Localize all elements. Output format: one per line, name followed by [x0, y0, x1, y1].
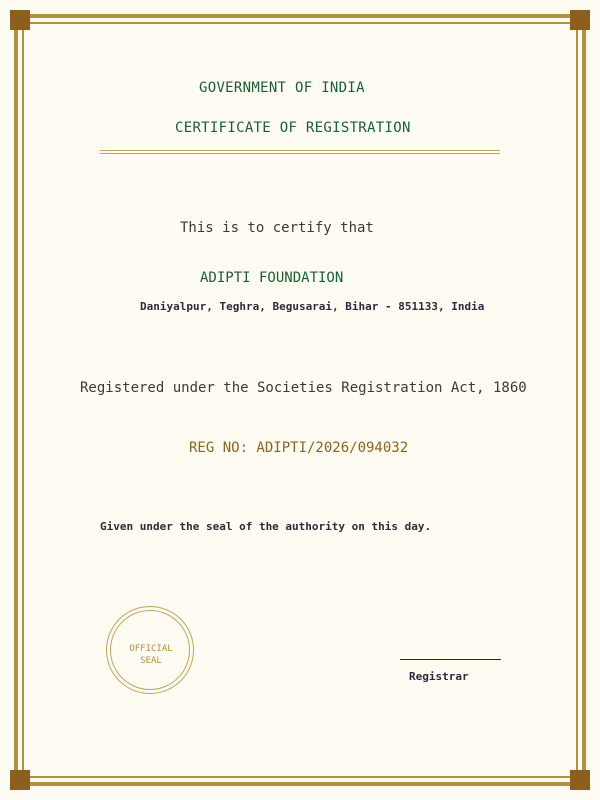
issuing-authority: GOVERNMENT OF INDIA [199, 80, 365, 96]
signature-line [400, 659, 501, 660]
corner-ornament-bottom-right [570, 770, 590, 790]
signatory-title: Registrar [409, 670, 469, 683]
title-divider-top [100, 150, 500, 151]
certify-statement: This is to certify that [180, 220, 374, 236]
organization-address: Daniyalpur, Teghra, Begusarai, Bihar - 851133, India [140, 300, 485, 313]
organization-name: ADIPTI FOUNDATION [200, 270, 344, 286]
seal-text-line2: SEAL [140, 656, 162, 666]
title-divider-bottom [100, 153, 500, 154]
given-under-seal-statement: Given under the seal of the authority on this day. [100, 520, 432, 533]
official-seal [106, 606, 194, 694]
certificate-title: CERTIFICATE OF REGISTRATION [175, 120, 411, 136]
registration-number: REG NO: ADIPTI/2026/094032 [189, 440, 409, 456]
corner-ornament-top-left [10, 10, 30, 30]
corner-ornament-top-right [570, 10, 590, 30]
registration-act: Registered under the Societies Registration Act, 1860 [80, 380, 527, 396]
corner-ornament-bottom-left [10, 770, 30, 790]
seal-text-line1: OFFICIAL [129, 644, 173, 654]
